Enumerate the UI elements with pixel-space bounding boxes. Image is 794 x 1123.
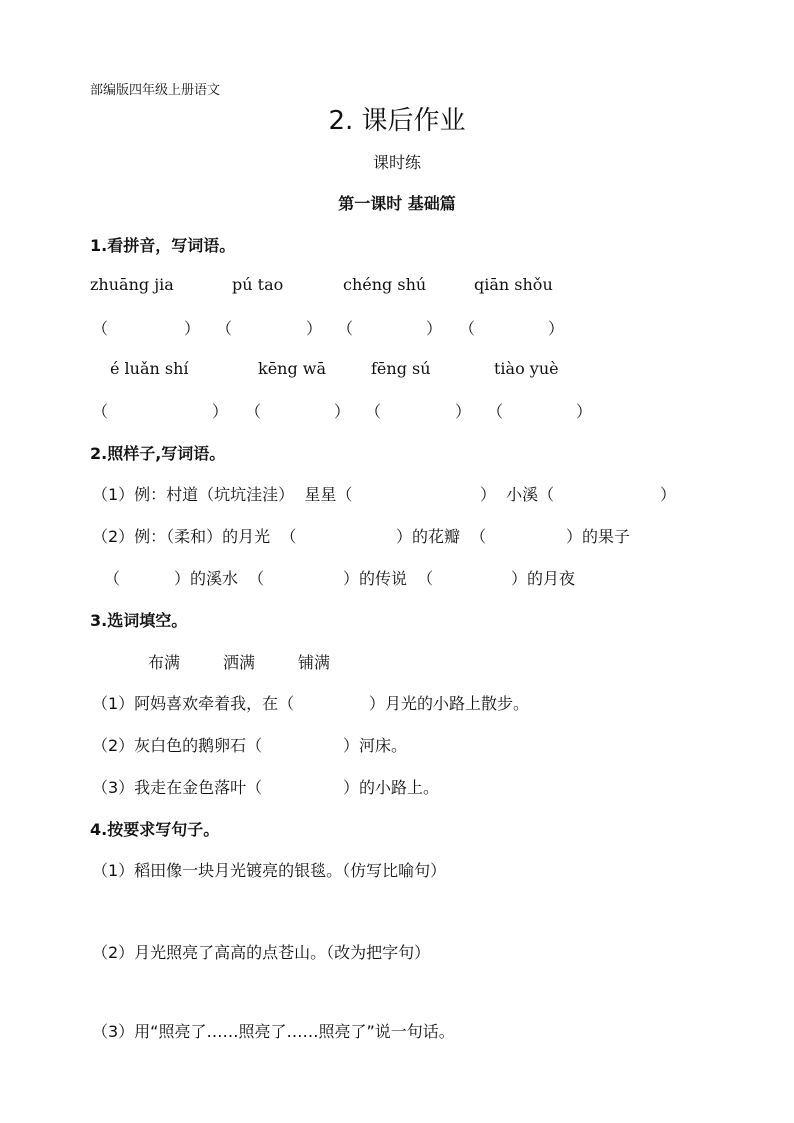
pinyin-8: tiào yuè xyxy=(494,359,559,378)
q2-line3-start: （ xyxy=(104,569,121,588)
q2-line1-mid: ） 小溪（ xyxy=(480,485,555,504)
page-title: 2. 课后作业 xyxy=(328,106,466,136)
page-subtitle: 课时练 xyxy=(372,153,421,172)
q2-line3-part3: ）的月夜 xyxy=(511,569,576,588)
answer-blank-open[interactable]: （ xyxy=(487,402,504,421)
answer-blank-open[interactable]: （ xyxy=(337,319,354,338)
q3-item2-a: （2）灰白色的鹅卵石（ xyxy=(92,736,263,755)
q4-item2: （2）月光照亮了高高的点苍山。（改为把字句） xyxy=(92,943,431,962)
pinyin-3: chéng shú xyxy=(343,275,427,294)
word-option-1: 布满 xyxy=(148,653,181,672)
pinyin-1: zhuāng jia xyxy=(90,275,174,294)
q2-line2-mid: ）的花瓣 （ xyxy=(396,527,487,546)
pinyin-4: qiān shǒu xyxy=(474,275,553,294)
word-option-2: 洒满 xyxy=(223,653,256,672)
q4-item1: （1）稻田像一块月光镀亮的银毯。（仿写比喻句） xyxy=(92,861,447,880)
answer-blank-close: ） xyxy=(455,402,472,421)
answer-blank-close: ） xyxy=(334,402,351,421)
q4-item3: （3）用“照亮了……照亮了……照亮了”说一句话。 xyxy=(92,1022,455,1041)
q2-heading: 2.照样子,写词语。 xyxy=(90,444,226,463)
answer-blank-close: ） xyxy=(576,402,593,421)
pinyin-6: kēng wā xyxy=(258,359,327,378)
pinyin-5: é luǎn shí xyxy=(110,359,189,378)
q2-line3-part2: ）的传说 （ xyxy=(343,569,434,588)
pinyin-2: pú tao xyxy=(232,275,284,294)
q3-item3-a: （3）我走在金色落叶（ xyxy=(92,778,263,797)
answer-blank-close: ） xyxy=(426,319,443,338)
answer-blank-close: ） xyxy=(548,319,565,338)
answer-blank-close: ） xyxy=(184,319,201,338)
answer-blank-open[interactable]: （ xyxy=(92,319,109,338)
answer-blank-open[interactable]: （ xyxy=(365,402,382,421)
q2-line1-end: ） xyxy=(660,485,677,504)
q3-item3-b: ）的小路上。 xyxy=(343,778,440,797)
section-heading: 第一课时 基础篇 xyxy=(338,194,456,213)
answer-blank-close: ） xyxy=(212,402,229,421)
q3-item2-b: ）河床。 xyxy=(343,736,408,755)
answer-blank-open[interactable]: （ xyxy=(92,402,109,421)
grade-header: 部编版四年级上册语文 xyxy=(90,83,221,98)
q3-item1-a: （1）阿妈喜欢牵着我，在（ xyxy=(92,694,295,713)
q2-line3-part1: ）的溪水 （ xyxy=(174,569,265,588)
q1-heading: 1.看拼音，写词语。 xyxy=(90,236,236,255)
word-option-3: 铺满 xyxy=(298,653,331,672)
q2-line2-example: （2）例：（柔和）的月光 （ xyxy=(92,527,297,546)
q4-heading: 4.按要求写句子。 xyxy=(90,820,220,839)
q2-line1-example: （1）例：村道（坑坑洼洼） 星星（ xyxy=(92,485,353,504)
answer-blank-open[interactable]: （ xyxy=(216,319,233,338)
answer-blank-open[interactable]: （ xyxy=(459,319,476,338)
q2-line2-end: ）的果子 xyxy=(566,527,631,546)
pinyin-7: fēng sú xyxy=(371,359,431,378)
answer-blank-open[interactable]: （ xyxy=(245,402,262,421)
q3-item1-b: ）月光的小路上散步。 xyxy=(369,694,530,713)
answer-blank-close: ） xyxy=(306,319,323,338)
q3-heading: 3.选词填空。 xyxy=(90,611,188,630)
